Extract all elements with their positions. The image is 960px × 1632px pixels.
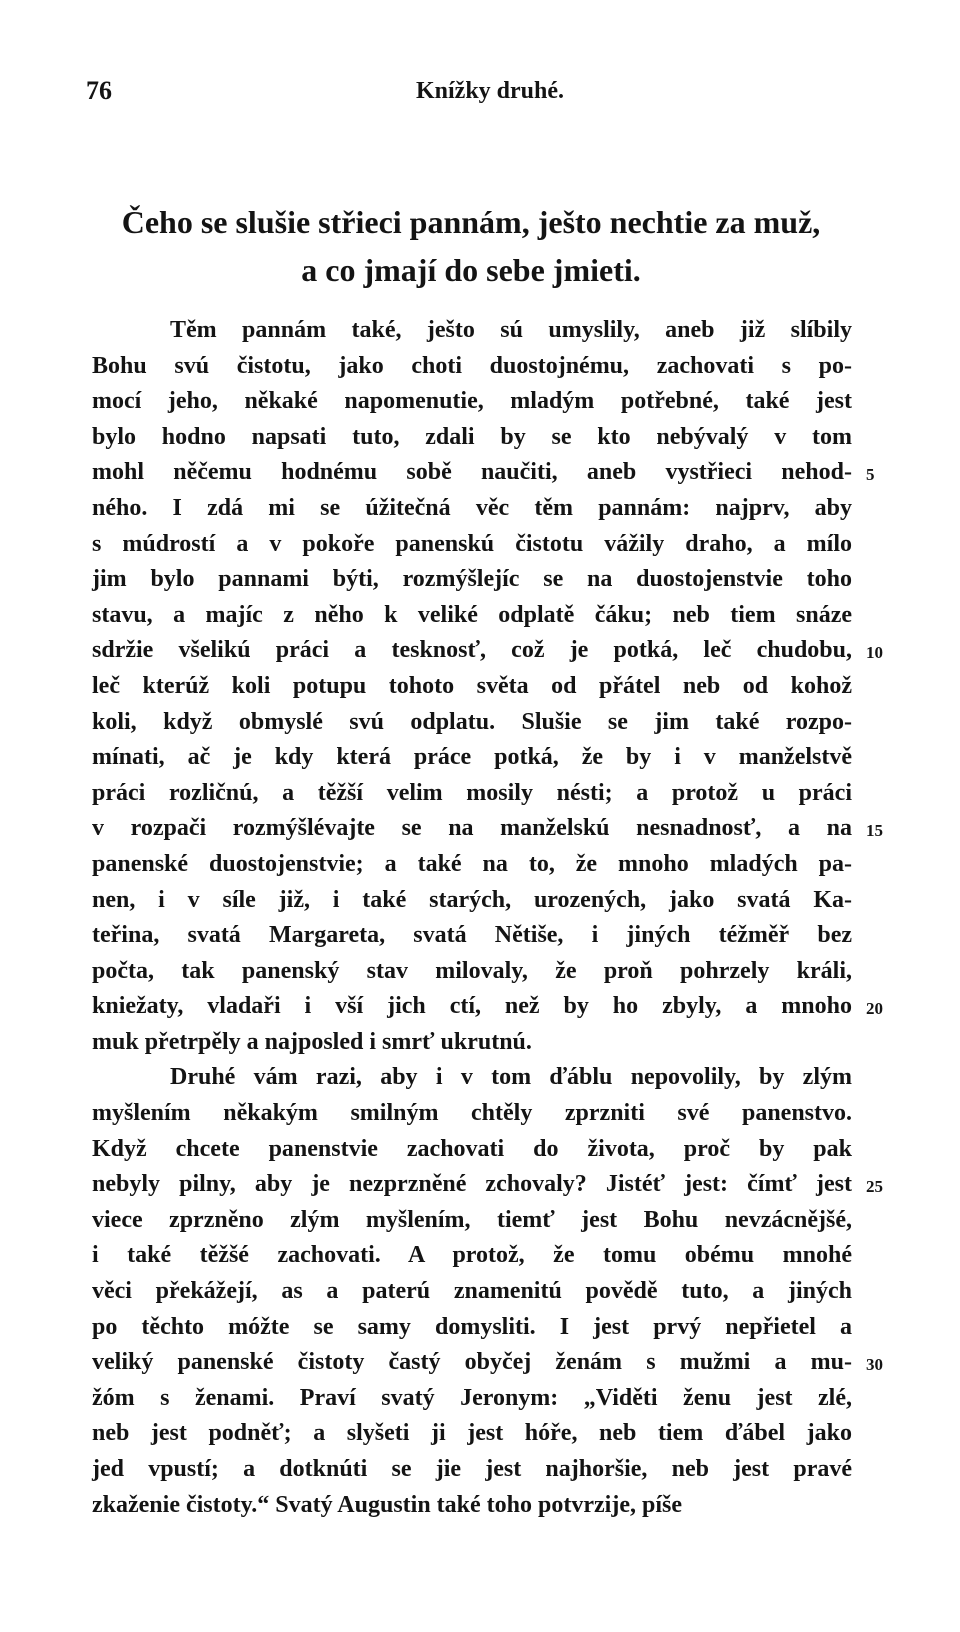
running-head — [86, 76, 856, 112]
page-number: 76 — [86, 76, 112, 105]
line-number: 20 — [866, 999, 883, 1019]
text-line: myšlením někakým smilným chtěly zprzniti své panenstvo. — [92, 1100, 852, 1127]
line-number: 25 — [866, 1177, 883, 1197]
text-line: mínati, ač je kdy která práce potká, že by i v manželstvě — [92, 744, 852, 771]
text-line: nebyly pilny, aby je nezprzněné zchovaly? Jistéť jest: čímť jest — [92, 1171, 852, 1198]
text-line: sdržie všelikú práci a tesknosť, což je potká, leč chudobu, — [92, 637, 852, 664]
running-title: Knížky druhé. — [416, 78, 565, 104]
line-number: 10 — [866, 643, 883, 663]
text-line: koli, když obmyslé svú odplatu. Slušie se jim také rozpo- — [92, 708, 852, 735]
text-line: leč kterúž koli potupu tohoto světa od přátel neb od kohož — [92, 672, 852, 699]
text-line: v rozpači rozmýšlévajte se na manželskú nesnadnosť, a na — [92, 815, 852, 842]
chapter-title-line-1: Čeho se slušie střieci pannám, ješto nechtie za muž, — [121, 204, 821, 240]
text-line: jed vpustí; a dotknúti se jie jest najhoršie, neb jest pravé — [92, 1456, 852, 1482]
chapter-title — [86, 198, 856, 294]
text-line: Bohu svú čistotu, jako choti duostojnému, zachovati s po- — [92, 352, 852, 379]
text-line: po těchto móžte se samy domysliti. I jest prvý nepřietel a — [92, 1313, 852, 1340]
text-line: muk přetrpěly a najposled i smrť ukrutnú. — [92, 1028, 532, 1055]
text-line: mocí jeho, někaké napomenutie, mladým potřebné, také jest — [92, 388, 852, 415]
line-number: 5 — [866, 465, 875, 485]
text-line: počta, tak panenský stav milovaly, že proň pohrzely králi, — [92, 957, 852, 984]
text-line: žóm s ženami. Praví svatý Jeronym: „Viděti ženu jest zlé, — [92, 1384, 852, 1411]
text-line: viece zprzněno zlým myšlením, tiemť jest Bohu nevzácnějšé, — [92, 1206, 852, 1233]
text-line: práci rozličnú, a těžší velim mosily nésti; a protož u práci — [92, 779, 852, 806]
text-line: Druhé vám razi, aby i v tom ďáblu nepovolily, by zlým — [170, 1064, 852, 1091]
text-line: ného. I zdá mi se úžitečná věc těm pannám: najprv, aby — [92, 494, 852, 521]
text-line: mohl něčemu hodnému sobě naučiti, aneb vystřieci nehod- — [92, 459, 852, 486]
text-line: jim bylo pannami býti, rozmýšlejíc se na duostojenstvie toho — [92, 566, 852, 593]
line-number: 30 — [866, 1355, 883, 1375]
text-line: kniežaty, vladaři i vší jich ctí, než by ho zbyly, a mnoho — [92, 993, 852, 1020]
text-line: bylo hodno napsati tuto, zdali by se kto nebývalý v tom — [92, 423, 852, 450]
text-line: Když chcete panenstvie zachovati do života, proč by pak — [92, 1135, 852, 1162]
text-line: veliký panenské čistoty častý obyčej ženám s mužmi a mu- — [92, 1349, 852, 1376]
chapter-title-line-2: a co jmají do sebe jmieti. — [301, 252, 641, 288]
text-line: neb jest podněť; a slyšeti ji jest hóře, neb tiem ďábel jako — [92, 1420, 852, 1447]
text-line: teřina, svatá Margareta, svatá Nětiše, i jiných téžměř bez — [92, 922, 852, 949]
body-text — [92, 313, 852, 1523]
text-line: Těm pannám také, ješto sú umyslily, aneb již slíbily — [170, 317, 852, 343]
text-line: s múdrostí a v pokoře panenskú čistotu vážily draho, a mílo — [92, 530, 852, 557]
line-number: 15 — [866, 821, 883, 841]
text-line: věci překážejí, as a paterú znamenitú povědě tuto, a jiných — [92, 1278, 852, 1305]
text-line: i také těžšé zachovati. A protož, že tomu obému mnohé — [92, 1242, 852, 1269]
text-line: nen, i v síle již, i také starých, urozených, jako svatá Ka- — [92, 886, 852, 913]
text-line: zkaženie čistoty.“ Svatý Augustin také toho potvrzije, píše — [92, 1491, 682, 1518]
text-line: panenské duostojenstvie; a také na to, že mnoho mladých pa- — [92, 850, 852, 877]
text-line: stavu, a majíc z něho k veliké odplatě čáku; neb tiem snáze — [92, 601, 852, 628]
